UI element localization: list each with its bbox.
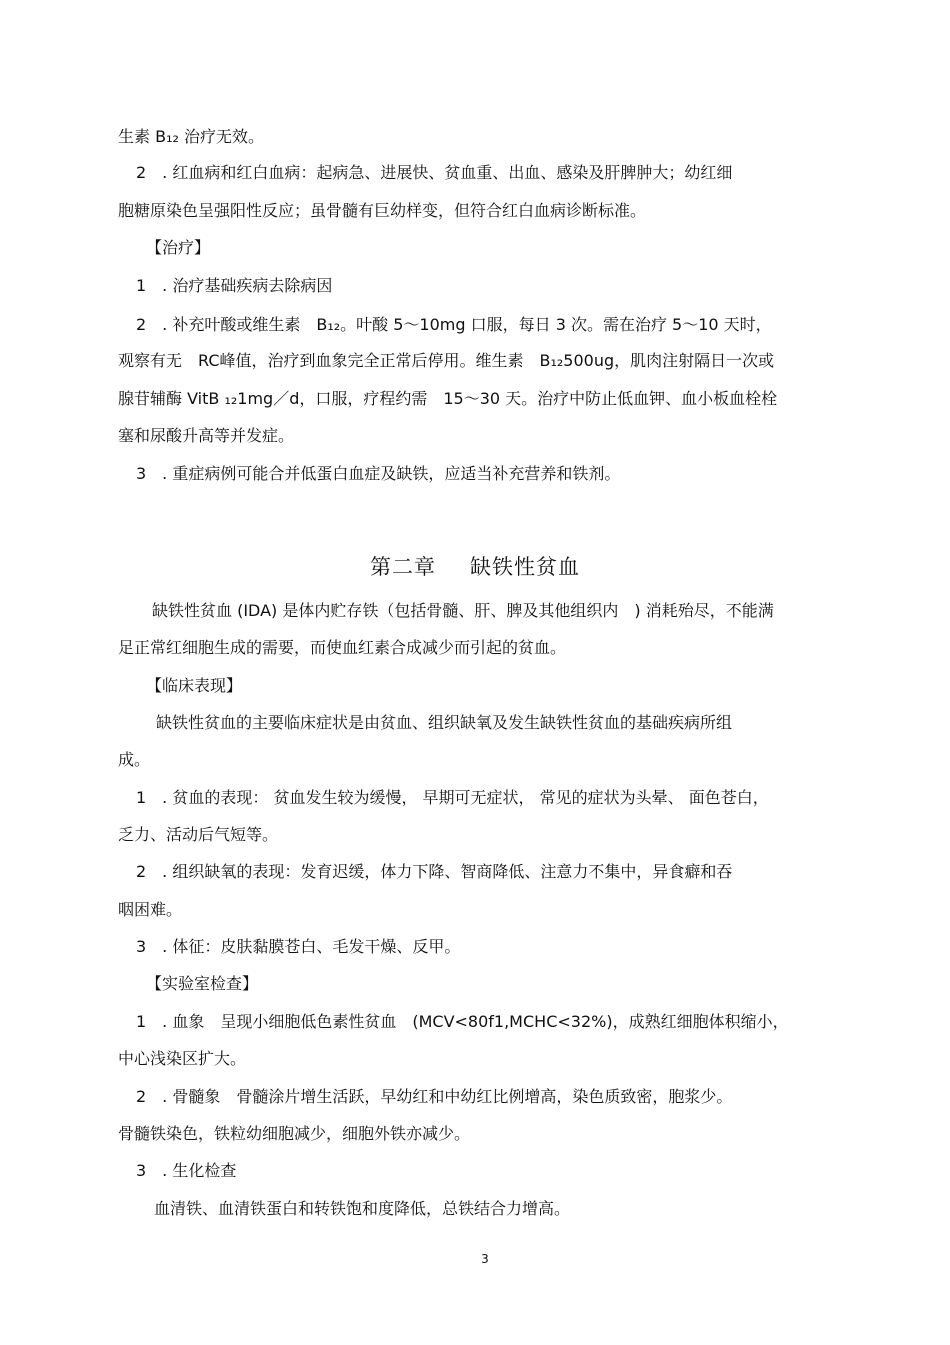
text-line: 2 . 组织缺氧的表现：发育迟缓，体力下降、智商降低、注意力不集中，异食癖和吞 — [136, 862, 733, 881]
text-line: 成。 — [118, 750, 151, 769]
chapter-name: 缺铁性贫血 — [470, 555, 580, 579]
section-heading: 【临床表现】 — [146, 676, 243, 695]
text-line: 胞糖原染色呈强阳性反应；虽骨髓有巨幼样变，但符合红白血病诊断标准。 — [118, 201, 647, 220]
text-line: 塞和尿酸升高等并发症。 — [118, 426, 295, 445]
text-line: 中心浅染区扩大。 — [118, 1049, 247, 1068]
text-line: 足正常红细胞生成的需要，而使血红素合成减少而引起的贫血。 — [118, 638, 567, 657]
text-line: 缺铁性贫血 (IDA) 是体内贮存铁（包括骨髓、肝、脾及其他组织内 ) 消耗殆尽，不能满 — [152, 601, 774, 620]
text-line: 1 . 贫血的表现： 贫血发生较为缓慢， 早期可无症状， 常见的症状为头晕、 面色苍白， — [136, 788, 769, 807]
page-number: 3 — [481, 1252, 489, 1266]
text-line: 腺苷辅酶 VitB ₁₂1mg／d，口服，疗程约需 15～30 天。治疗中防止低血钾、血小板血栓栓 — [118, 389, 778, 408]
text-line: 2 . 红血病和红白血病：起病急、进展快、贫血重、出血、感染及肝脾肿大；幼红细 — [136, 163, 733, 182]
text-line: 咽困难。 — [118, 900, 183, 919]
text-line: 1 . 治疗基础疾病去除病因 — [136, 276, 333, 295]
text-line: 乏力、活动后气短等。 — [118, 825, 279, 844]
chapter-number: 第二章 — [370, 555, 436, 579]
chapter-title — [0, 554, 950, 580]
text-line: 血清铁、血清铁蛋白和转铁饱和度降低，总铁结合力增高。 — [154, 1199, 571, 1218]
text-line: 1 . 血象 呈现小细胞低色素性贫血 (MCV<80f1,MCHC<32%)，成熟红细胞体积缩小， — [136, 1012, 789, 1031]
text-line: 2 . 骨髓象 骨髓涂片增生活跃，早幼红和中幼红比例增高，染色质致密，胞浆少。 — [136, 1087, 733, 1106]
text-line: 骨髓铁染色，铁粒幼细胞减少，细胞外铁亦减少。 — [118, 1124, 471, 1143]
text-line: 3 . 体征：皮肤黏膜苍白、毛发干燥、反甲。 — [136, 937, 461, 956]
section-heading: 【实验室检查】 — [146, 974, 259, 993]
text-line: 缺铁性贫血的主要临床症状是由贫血、组织缺氧及发生缺铁性贫血的基础疾病所组 — [156, 713, 733, 732]
text-line: 2 . 补充叶酸或维生素 B₁₂。叶酸 5～10mg 口服，每日 3 次。需在治疗 5～10 天时， — [136, 315, 772, 334]
text-line: 观察有无 RC峰值，治疗到血象完全正常后停用。维生素 B₁₂500ug，肌肉注射隔日一次或 — [118, 351, 775, 370]
text-line: 生素 B₁₂ 治疗无效。 — [118, 127, 264, 146]
text-line: 3 . 重症病例可能合并低蛋白血症及缺铁，应适当补充营养和铁剂。 — [136, 464, 621, 483]
section-heading: 【治疗】 — [146, 238, 211, 257]
text-line: 3 . 生化检查 — [136, 1161, 237, 1180]
